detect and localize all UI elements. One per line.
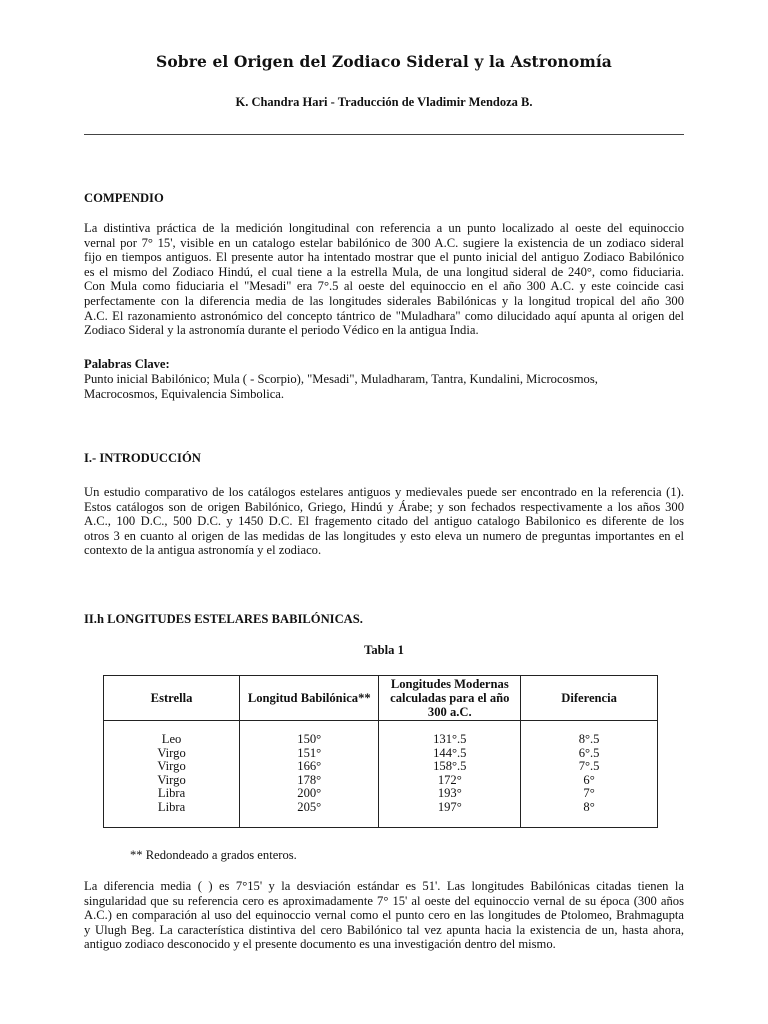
compendio-line: perfectamente con la diferencia media de las longitudes siderales Babilónicas y la longitud tropical del año 300 (84, 293, 684, 308)
table-cell: Leo (161, 732, 182, 746)
table-label: Tabla 1 (364, 643, 404, 657)
section2-paragraph (84, 879, 684, 952)
section2-line: La diferencia media ( ) es 7°15' y la desviación estándar es 51'. Las longitudes Babilónicas citadas tienen la (84, 879, 684, 893)
modernas-column (379, 721, 521, 828)
table-cell: 178° (297, 772, 322, 787)
compendio-line: Zodiaco Sideral y la astronomía durante el periodo Védico en la antigua India. (84, 323, 479, 338)
table-cell: Libra (157, 786, 186, 800)
table-cell: 166° (297, 759, 322, 773)
table-cell: 144°.5 (433, 745, 467, 760)
introduccion-line: contexto de la antigua astronomía y el zodiaco. (84, 543, 322, 558)
babilonica-column (240, 721, 379, 828)
compendio-line: es el mismo del Zodiaco Hindú, el cual tiene a la estrella Mula, de una longitud sideral de 240°, como fiduciaria. (84, 264, 684, 279)
table-cell: Virgo (157, 772, 186, 787)
table-header-row (104, 676, 658, 721)
table-cell: 172° (437, 772, 462, 787)
table-cell: Virgo (157, 759, 186, 773)
table-cell: 150° (297, 732, 322, 746)
keywords-text (84, 372, 684, 401)
compendio-line: fijo en tiempos antiguos. El presente autor ha intentado mostrar que el punto inicial del antiguo Zodiaco Babilónico (84, 250, 684, 265)
section2-line: singularidad que su referencia cero es aproximadamente 7° 15' al oeste del equinoccio vernal de su época (300 años (84, 893, 684, 908)
header-diferencia: Diferencia (521, 676, 658, 721)
table-cell: 193° (437, 786, 462, 800)
author-line: K. Chandra Hari - Traducción de Vladimir Mendoza B. (235, 95, 533, 109)
section2-line: y Ulugh Beg. La característica distintiva del cero Babilónico tal vez apunta hacia la existencia de un, hasta ahora, (84, 922, 684, 937)
compendio-line: vernal por 7° 15', visible en un catalogo estelar babilónico de 300 A.C. sugiere la existencia de un zodiaco sideral (84, 235, 684, 250)
compendio-line: Con Mula como fiduciaria el "Mesadi" era 7°.5 al oeste del equinoccio en el año 300 A.C. y este coincide casi (84, 279, 684, 294)
introduccion-line: Estos catálogos son de origen Babilónico, Griego, Hindú y Árabe; y son fechados respectivamente a los años 300 (84, 499, 684, 514)
table-cell: 6° (583, 772, 595, 787)
header-divider (84, 134, 684, 135)
introduccion-line: A.C., 100 D.C., 500 D.C. y 1450 D.C. El fragemento citado del antiguo catalogo Babilonico es diferente de los (84, 514, 684, 529)
table-cell: 151° (297, 745, 322, 760)
table-cell: 7°.5 (578, 759, 600, 773)
keywords-heading: Palabras Clave: (84, 357, 170, 371)
table-cell: Virgo (157, 745, 186, 760)
table-cell: 6°.5 (578, 745, 600, 760)
diferencia-column (521, 721, 658, 828)
estrella-column (104, 721, 240, 828)
compendio-line: La distintiva práctica de la medición longitudinal con referencia a un punto localizado al oeste del equinoccio (84, 221, 684, 235)
header-modernas: Longitudes Modernas calculadas para el año 300 a.C. (379, 676, 521, 721)
compendio-paragraph (84, 221, 684, 338)
table-cell: 158°.5 (433, 759, 467, 773)
table-footnote: ** Redondeado a grados enteros. (130, 848, 297, 862)
introduccion-paragraph (84, 485, 684, 558)
section2-line: antiguo zodiaco desconocido y el presente documento es una investigación dentro del mismo. (84, 937, 556, 952)
compendio-line: A.C. El razonamiento astronómico del concepto tántrico de "Muladhara" como dilucidado aquí apunta al origen del (84, 308, 684, 323)
section2-line: A.C.) en comparación al uso del equinoccio vernal como el punto cero en las longitudes de Ptolomeo, Brahmagupta (84, 908, 684, 923)
table-cell: 197° (437, 799, 462, 814)
longitudes-table (103, 675, 658, 828)
section2-heading: II.h LONGITUDES ESTELARES BABILÓNICAS. (84, 612, 363, 626)
table-cell: 8° (583, 799, 595, 814)
table-cell: 131°.5 (433, 732, 467, 746)
introduccion-heading: I.- INTRODUCCIÓN (84, 451, 201, 465)
compendio-heading: COMPENDIO (84, 191, 164, 205)
table-cell: Libra (157, 799, 186, 814)
header-babilonica: Longitud Babilónica** (240, 676, 379, 721)
table-cell: 205° (297, 799, 322, 814)
table-cell: 7° (583, 786, 595, 800)
keywords-line: Punto inicial Babilónico; Mula ( - Scorpio), "Mesadi", Muladharam, Tantra, Kundalini, Microcosmos, (84, 372, 598, 386)
introduccion-line: otros 3 en cuanto al origen de las medidas de las longitudes y esto eleva un numero de preguntas importantes en el (84, 528, 684, 543)
table-row (104, 721, 658, 828)
header-estrella: Estrella (104, 676, 240, 721)
table-cell: 200° (297, 786, 322, 800)
introduccion-line: Un estudio comparativo de los catálogos estelares antiguos y medievales puede ser encontrado en la referencia (1). (84, 485, 684, 499)
paper-title: Sobre el Origen del Zodiaco Sideral y la Astronomía (156, 52, 612, 71)
table-cell: 8°.5 (578, 732, 600, 746)
keywords-line: Macrocosmos, Equivalencia Simbolica. (84, 386, 285, 401)
